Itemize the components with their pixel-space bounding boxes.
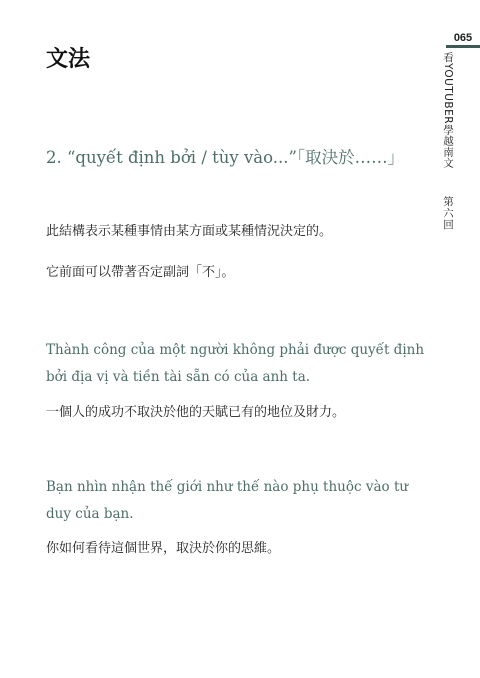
chapter-label-vertical: 第六回	[442, 196, 454, 231]
example-chinese: 你如何看待這個世界，取決於你的思維。	[46, 541, 281, 556]
grammar-point-title: 2. “quyết định bởi / tùy vào...”「取決於……」	[46, 148, 405, 167]
book-title-vertical: 看YOUTUBER學越南文	[442, 52, 454, 169]
section-heading: 文法	[46, 47, 91, 72]
explanation-line: 此結構表示某種事情由某方面或某種情況決定的。	[46, 224, 333, 239]
page-number-bar	[446, 45, 480, 48]
example-vietnamese: Bạn nhìn nhận thế giới như thế nào phụ thuộc vào tư duy của bạn.	[46, 479, 409, 522]
explanation-line: 它前面可以帶著否定副詞「不」。	[46, 265, 235, 280]
page-number: 065	[453, 32, 473, 44]
example-vietnamese: Thành công của một người không phải được quyết định bởi địa vị và tiền tài sẵn có của anh ta.	[46, 342, 425, 385]
example-chinese: 一個人的成功不取決於他的天賦已有的地位及財力。	[46, 405, 346, 420]
